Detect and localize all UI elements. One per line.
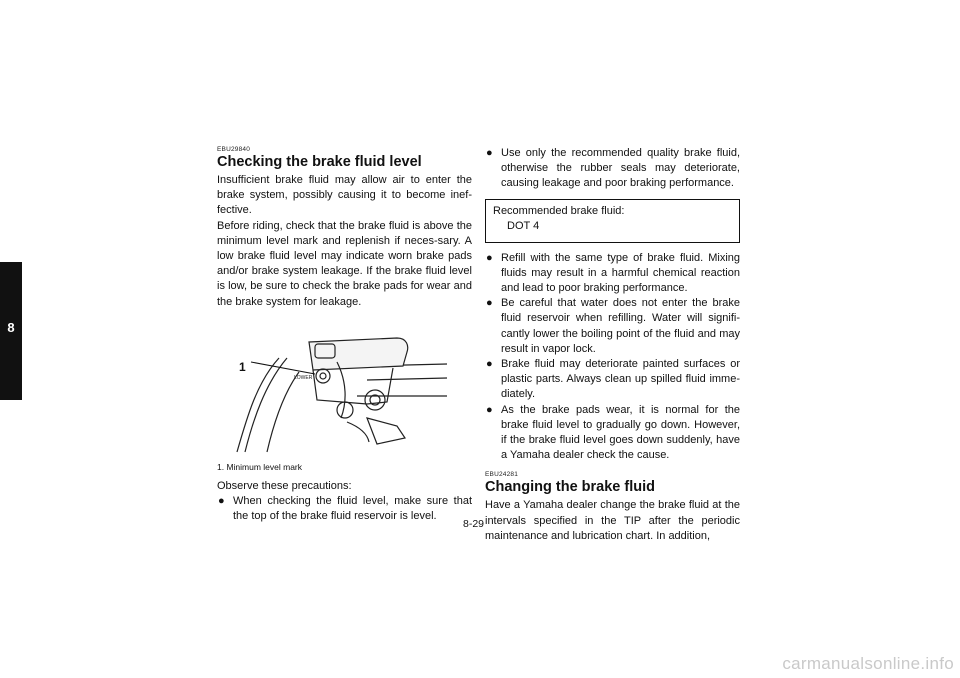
section-code: EBU24281	[485, 471, 519, 479]
precautions-list-bottom	[485, 251, 740, 464]
check-paragraph: Before riding, check that the brake fluid is above the minimum level mark and replenish if neces-sary. A low brake fluid level may indicate worn brake pads and/or brake system leakage. If the brake fluid level is low, be sure to check the brake pads for wear and the brake system for leakage.	[217, 219, 472, 308]
list-item: ● Refill with the same type of brake fluid. Mixing fluids may result in a harmful chemical reaction and lead to poor braking performance.	[486, 251, 740, 295]
bullet-icon: ●	[486, 297, 493, 310]
precautions-list-left	[217, 494, 472, 524]
brake-reservoir-figure	[217, 322, 472, 456]
precautions-list-top	[485, 146, 740, 192]
list-item: ● When checking the fluid level, make sure that the top of the brake fluid reservoir is level.	[218, 495, 472, 523]
intro-paragraph: Insufficient brake fluid may allow air to enter the brake system, possibly causing it to become inef-fective.	[217, 174, 472, 217]
bullet-icon: ●	[486, 251, 493, 264]
list-item: ● Be careful that water does not enter the brake fluid reservoir when refilling. Water will signifi-cantly lower the boiling point of the fluid and may result in vapor lock.	[486, 297, 740, 355]
right-column	[485, 146, 740, 544]
section-change-fluid	[485, 471, 740, 544]
figure-callout-1: 1	[239, 359, 246, 374]
box-value: DOT 4	[507, 219, 540, 232]
change-paragraph: Have a Yamaha dealer change the brake fluid at the intervals specified in the TIP after the periodic maintenance and lubrication chart. In addition,	[485, 499, 740, 542]
box-title: Recommended brake fluid:	[493, 204, 625, 217]
watermark: carmanualsonline.info	[782, 654, 954, 673]
section-code: EBU29840	[217, 146, 251, 153]
list-item: ● Use only the recommended quality brake fluid, otherwise the rubber seals may deteriorate, causing leakage and poor braking performance.	[486, 147, 740, 190]
bullet-icon: ●	[218, 495, 225, 508]
bullet-icon: ●	[486, 147, 493, 159]
chapter-number: 8	[7, 320, 15, 335]
brake-reservoir-illustration	[217, 322, 472, 456]
recommended-fluid-box	[485, 199, 740, 243]
section-heading: Changing the brake fluid	[485, 479, 655, 496]
figure-caption: 1. Minimum level mark	[217, 461, 303, 472]
chapter-tab	[0, 262, 22, 400]
section-heading: Checking the brake fluid level	[217, 154, 422, 170]
bullet-icon: ●	[486, 358, 493, 371]
precautions-intro: Observe these precautions:	[217, 479, 352, 492]
list-item: ● Brake fluid may deteriorate painted surfaces or plastic parts. Always clean up spilled fluid imme-diately.	[486, 358, 740, 401]
lower-mark-text: LOWER	[294, 374, 313, 381]
page-number: 8-29	[463, 518, 485, 530]
list-item: ● As the brake pads wear, it is normal for the brake fluid level to gradually go down. However, if the brake fluid level goes down suddenly, have a Yamaha dealer check the cause.	[486, 403, 740, 462]
left-column	[217, 146, 472, 524]
bullet-icon: ●	[486, 403, 493, 416]
